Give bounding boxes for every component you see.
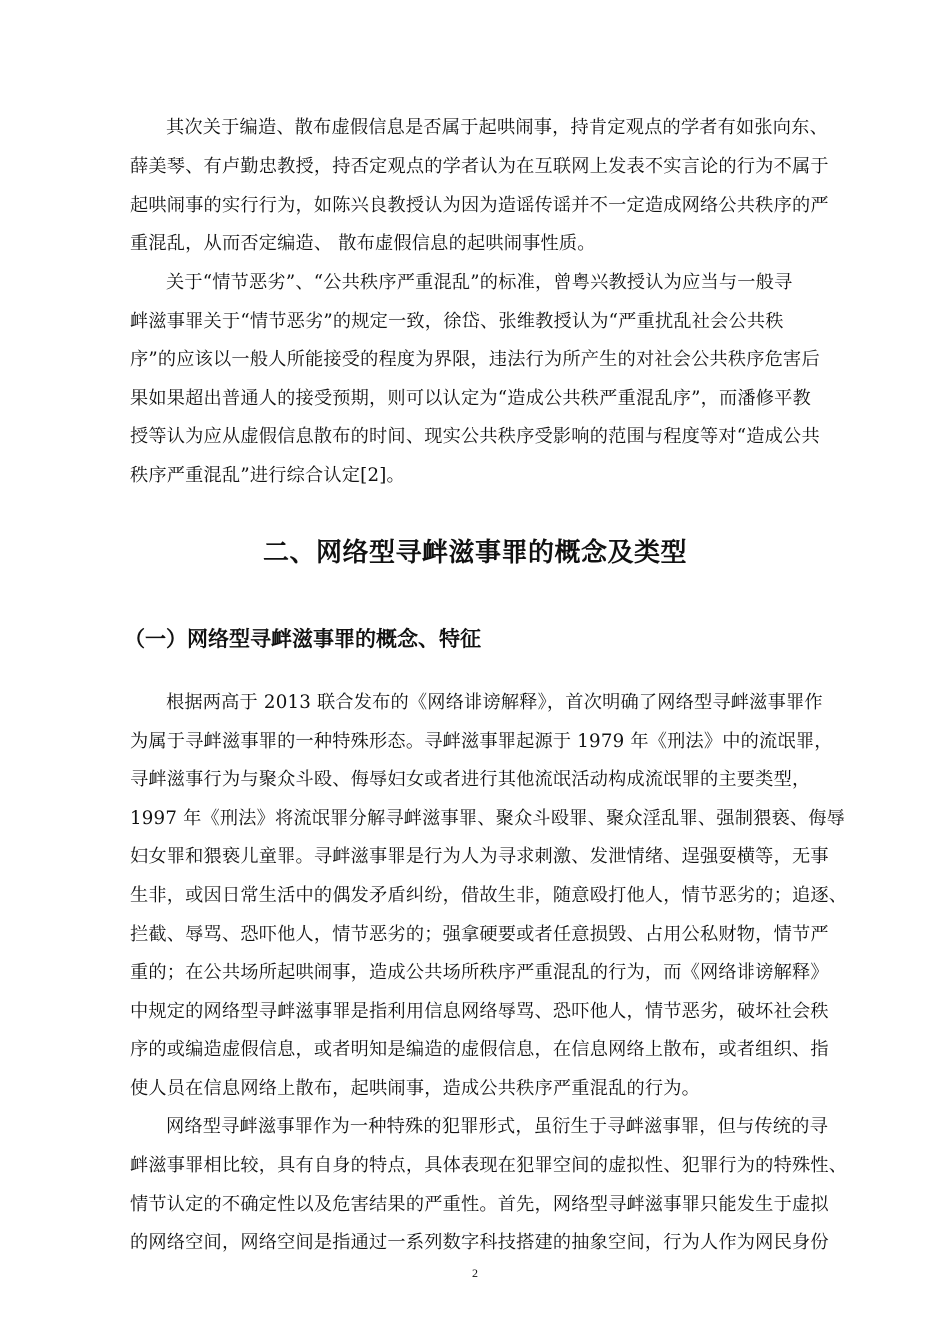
paragraph-line: 妇女罪和猥亵儿童罪。寻衅滋事罪是行为人为寻求刺激、发泄情绪、逞强耍横等，无事 bbox=[130, 846, 829, 867]
paragraph-line: 的网络空间，网络空间是指通过一系列数字科技搭建的抽象空间，行为人作为网民身份 bbox=[130, 1232, 829, 1253]
page-number: 2 bbox=[472, 1266, 478, 1280]
paragraph-line: 拦截、辱骂、恐吓他人，情节恶劣的；强拿硬要或者任意损毁、占用公私财物，情节严 bbox=[130, 924, 829, 945]
paragraph-line: 中规定的网络型寻衅滋事罪是指利用信息网络辱骂、恐吓他人，情节恶劣，破坏社会秩 bbox=[130, 1001, 829, 1022]
paragraph-line: 关于“情节恶劣”、“公共秩序严重混乱”的标准，曾粤兴教授认为应当与一般寻 bbox=[166, 272, 793, 293]
paragraph-line: 为属于寻衅滋事罪的一种特殊形态。寻衅滋事罪起源于 1979 年《刑法》中的流氓罪， bbox=[130, 731, 833, 752]
paragraph-line: 衅滋事罪相比较，具有自身的特点，具体表现在犯罪空间的虚拟性、犯罪行为的特殊性、 bbox=[130, 1155, 848, 1176]
paragraph-line: 授等认为应从虚假信息散布的时间、现实公共秩序受影响的范围与程度等对“造成公共 bbox=[130, 426, 820, 447]
paragraph-line: 生非，或因日常生活中的偶发矛盾纠纷，借故生非，随意殴打他人，情节恶劣的；追逐、 bbox=[130, 885, 848, 906]
paragraph-line: 果如果超出普通人的接受预期，则可以认定为“造成公共秩严重混乱序”，而潘修平教 bbox=[130, 388, 811, 409]
paragraph-line: 序”的应该以一般人所能接受的程度为界限，违法行为所产生的对社会公共秩序危害后 bbox=[130, 349, 820, 370]
paragraph-line: 网络型寻衅滋事罪作为一种特殊的犯罪形式，虽衍生于寻衅滋事罪，但与传统的寻 bbox=[166, 1116, 828, 1137]
paragraph-line: 薛美琴、有卢勤忠教授，持否定观点的学者认为在互联网上发表不实言论的行为不属于 bbox=[130, 156, 829, 177]
paragraph-line: 寻衅滋事行为与聚众斗殴、侮辱妇女或者进行其他流氓活动构成流氓罪的主要类型， bbox=[130, 769, 811, 790]
paragraph-line: 情节认定的不确定性以及危害结果的严重性。首先，网络型寻衅滋事罪只能发生于虚拟 bbox=[130, 1194, 829, 1215]
paragraph-line: 秩序严重混乱”进行综合认定[2]。 bbox=[130, 465, 405, 486]
paragraph-line: 根据两高于 2013 联合发布的《网络诽谤解释》，首次明确了网络型寻衅滋事罪作 bbox=[166, 692, 823, 713]
paragraph-line: 1997 年《刑法》将流氓罪分解寻衅滋事罪、聚众斗殴罪、聚众淫乱罪、强制猥亵、侮辱 bbox=[130, 808, 846, 829]
paragraph-line: 其次关于编造、散布虚假信息是否属于起哄闹事，持肯定观点的学者有如张向东、 bbox=[166, 117, 828, 138]
paragraph-line: 起哄闹事的实行行为，如陈兴良教授认为因为造谣传谣并不一定造成网络公共秩序的严 bbox=[130, 195, 829, 216]
paragraph-line: 使人员在信息网络上散布，起哄闹事，造成公共秩序严重混乱的行为。 bbox=[130, 1078, 701, 1099]
paragraph-line: 重混乱，从而否定编造、 散布虚假信息的起哄闹事性质。 bbox=[130, 233, 596, 254]
section-heading: 二、网络型寻衅滋事罪的概念及类型 bbox=[262, 538, 687, 568]
paragraph-line: 序的或编造虚假信息，或者明知是编造的虚假信息，在信息网络上散布，或者组织、指 bbox=[130, 1039, 829, 1060]
paragraph-line: 重的；在公共场所起哄闹事，造成公共场所秩序严重混乱的行为，而《网络诽谤解释》 bbox=[130, 962, 829, 983]
subsection-heading: （一）网络型寻衅滋事罪的概念、特征 bbox=[124, 627, 481, 651]
paragraph-line: 衅滋事罪关于“情节恶劣”的规定一致，徐岱、张维教授认为“严重扰乱社会公共秩 bbox=[130, 311, 784, 332]
